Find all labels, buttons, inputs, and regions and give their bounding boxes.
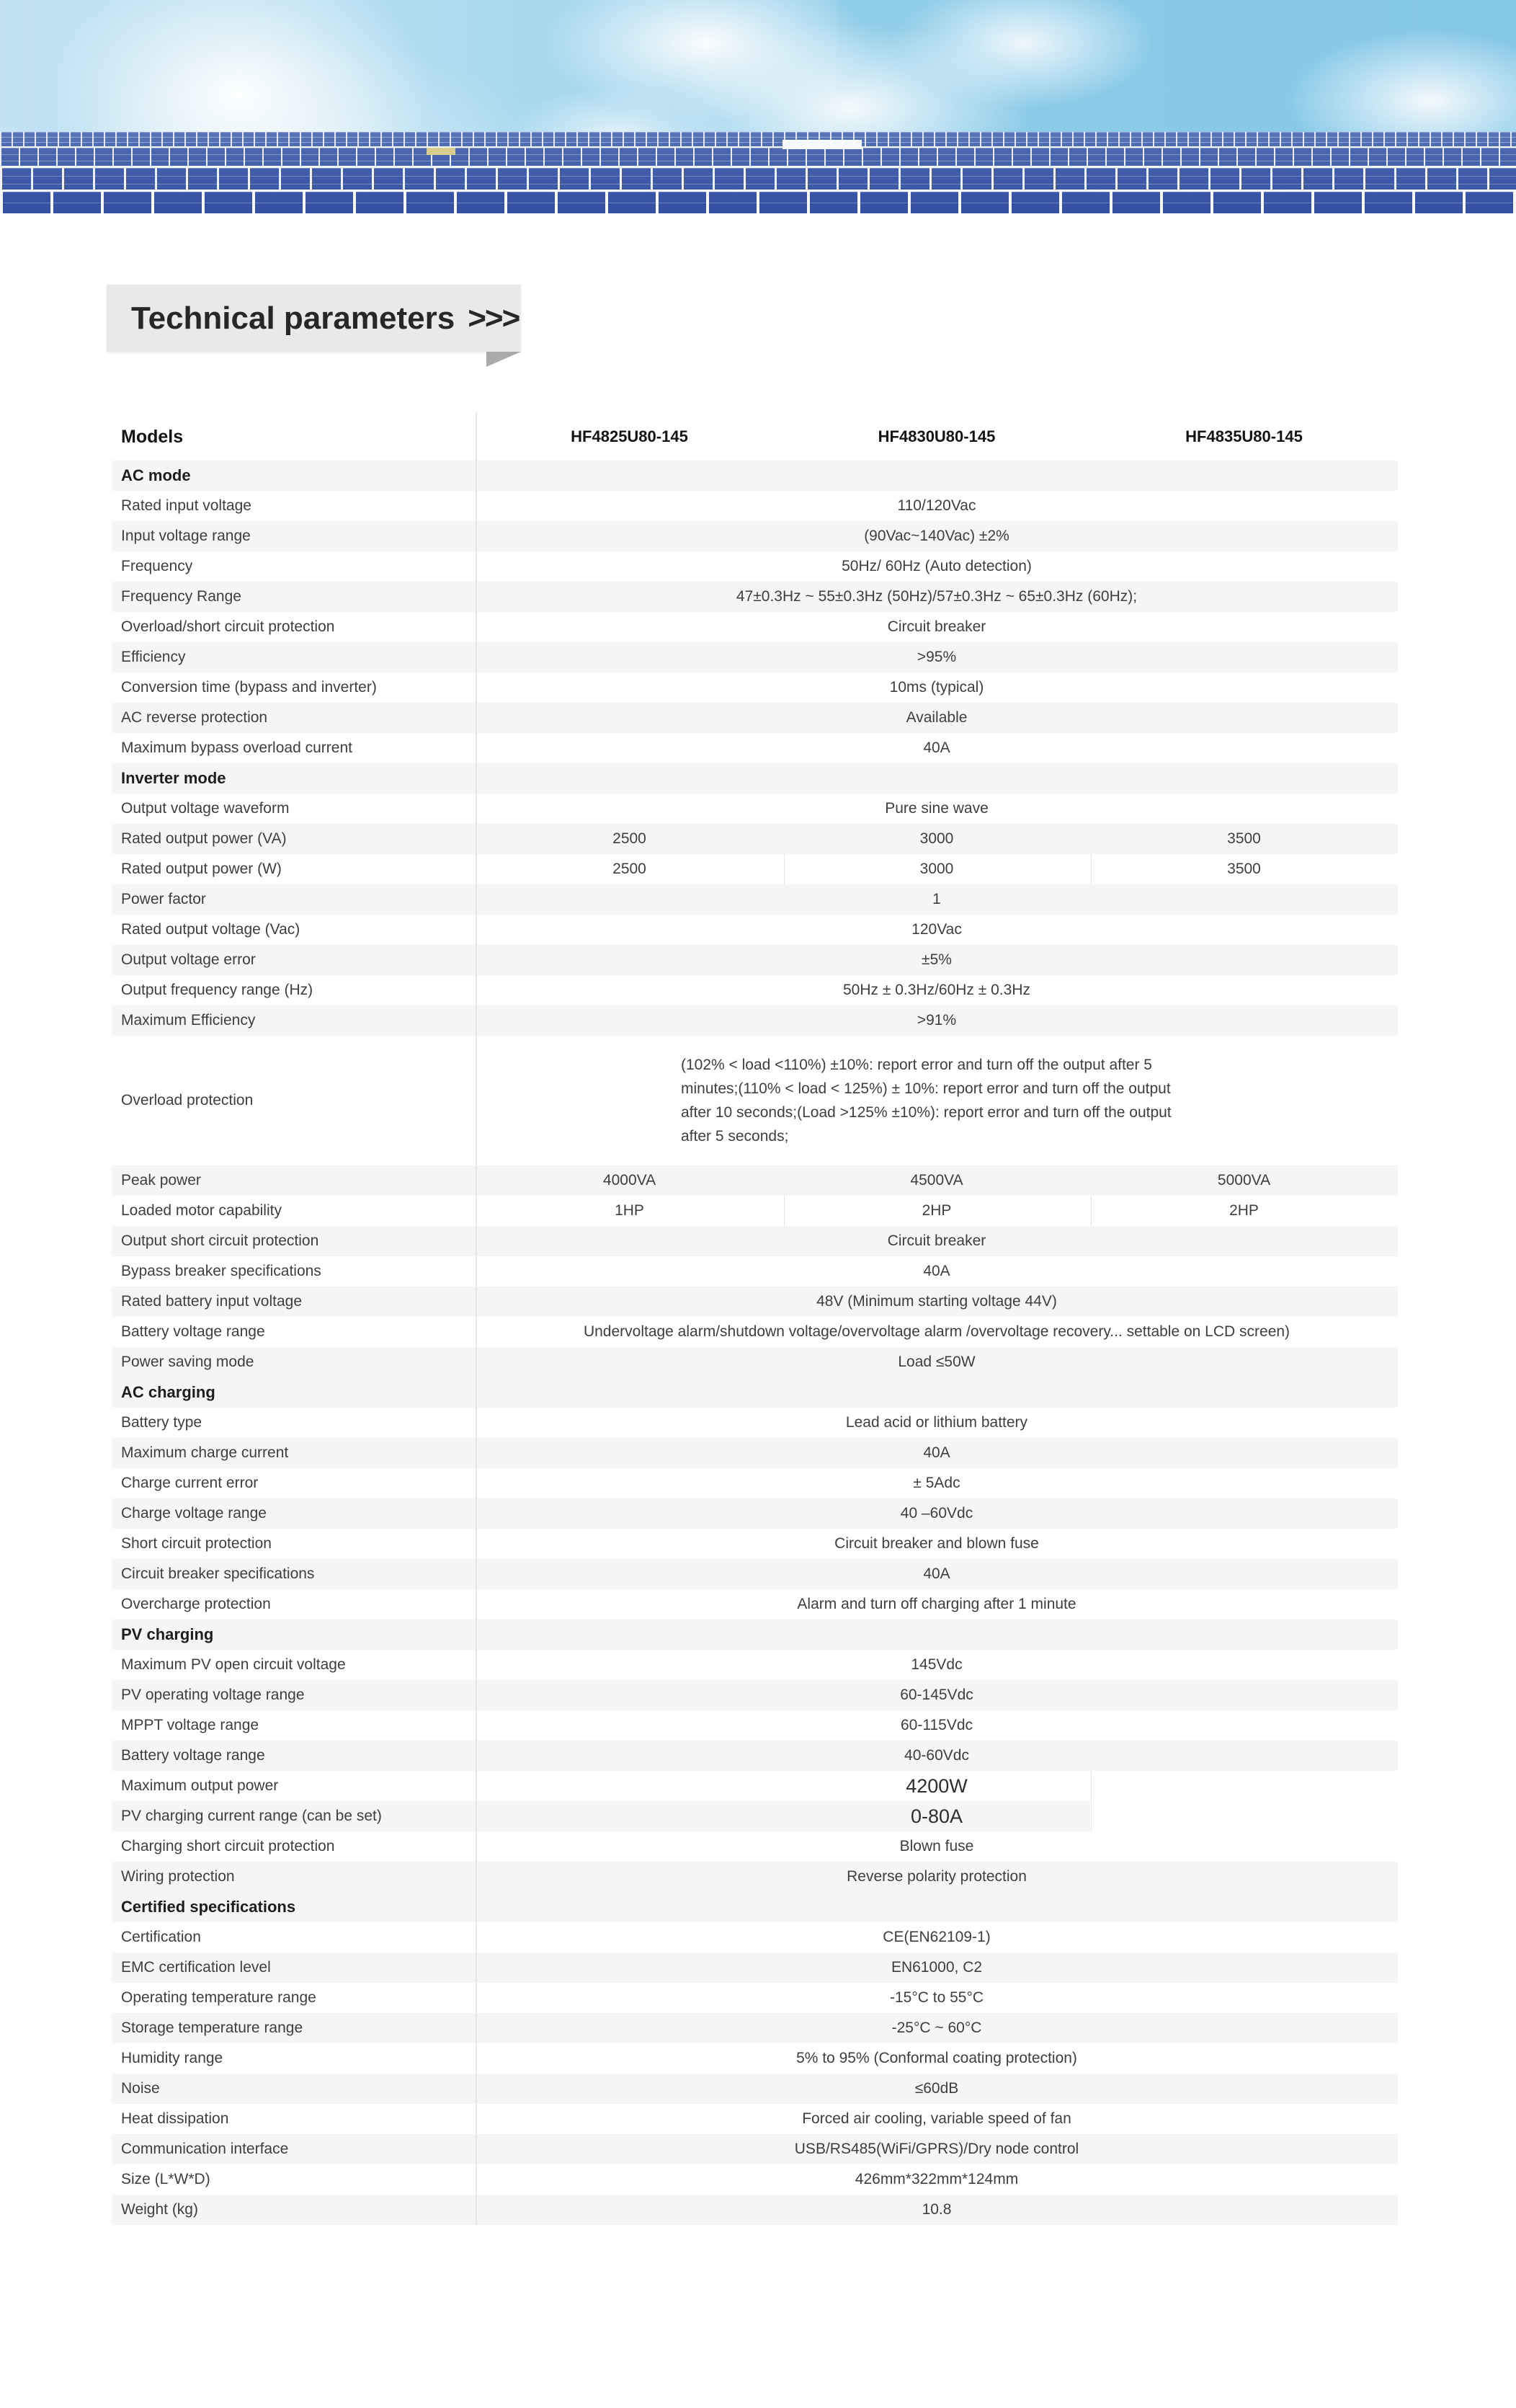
spec-value: 426mm*322mm*124mm [855, 2171, 1019, 2187]
spec-row [112, 1710, 1398, 1741]
spec-label: Output short circuit protection [121, 1232, 319, 1249]
spec-value: Circuit breaker [887, 1232, 986, 1249]
spec-value: 1HP [615, 1202, 644, 1219]
spec-row [112, 491, 1398, 521]
spec-row [112, 915, 1398, 945]
solar-field-banner-image [0, 0, 1516, 213]
spec-label: Efficiency [121, 649, 186, 665]
spec-value: 40-60Vdc [904, 1747, 969, 1764]
spec-value: Available [906, 709, 968, 726]
chevron-arrows-icon: >>> [468, 300, 520, 336]
spec-row [112, 975, 1398, 1005]
spec-value: 3500 [1227, 861, 1261, 877]
spec-label: Power factor [121, 891, 206, 907]
spec-label: Maximum charge current [121, 1444, 289, 1461]
spec-value: 40A [923, 1565, 950, 1582]
spec-value: 47±0.3Hz ~ 55±0.3Hz (50Hz)/57±0.3Hz ~ 65±0.3Hz (60Hz); [736, 588, 1138, 605]
model-name: HF4830U80-145 [878, 427, 996, 445]
spec-row [112, 1226, 1398, 1256]
spec-value: ± 5Adc [913, 1475, 960, 1491]
spec-table [112, 413, 1398, 2225]
spec-value: (90Vac~140Vac) ±2% [864, 528, 1009, 544]
spec-row [112, 733, 1398, 763]
spec-value: 2500 [612, 861, 646, 877]
spec-label: Maximum bypass overload current [121, 739, 352, 756]
table-header-row [112, 413, 1398, 461]
spec-value: 50Hz/ 60Hz (Auto detection) [842, 558, 1032, 574]
spec-value: 60-115Vdc [900, 1717, 973, 1733]
spec-row [112, 1287, 1398, 1317]
spec-value: ≤60dB [914, 2080, 959, 2097]
spec-value: 50Hz ± 0.3Hz/60Hz ± 0.3Hz [843, 982, 1030, 998]
spec-label: Overcharge protection [121, 1596, 271, 1612]
spec-row [112, 1589, 1398, 1620]
section-title: AC mode [121, 466, 191, 484]
spec-value: 40A [923, 1444, 950, 1461]
spec-row [112, 1347, 1398, 1377]
section-row [112, 1377, 1398, 1408]
spec-value: 4000VA [602, 1172, 656, 1189]
spec-value: 40A [923, 1263, 950, 1279]
spec-value: 48V (Minimum starting voltage 44V) [816, 1293, 1057, 1310]
spec-value: (102% < load <110%) ±10%: report error and turn off the output after 5 minutes;(110% < load < 125%) ± 10%: report error and turn off the output after 10 seconds;(Load >125% ±10%): report error and turn off the output after 5 seconds; [681, 1057, 1172, 1145]
spec-row [112, 672, 1398, 703]
spec-label: Input voltage range [121, 528, 251, 544]
spec-row [112, 521, 1398, 551]
section-row-bg [112, 1620, 1398, 1650]
ribbon-fold-corner [486, 352, 521, 367]
spec-label: Noise [121, 2080, 160, 2097]
spec-value: 40A [923, 739, 950, 756]
spec-label: Storage temperature range [121, 2020, 303, 2036]
spec-label: AC reverse protection [121, 709, 268, 726]
model-name: HF4825U80-145 [571, 427, 688, 445]
spec-value: -15°C to 55°C [889, 1989, 984, 2006]
spec-value: 2HP [1229, 1202, 1259, 1219]
spec-label: Rated output voltage (Vac) [121, 921, 300, 938]
spec-row [112, 1862, 1398, 1892]
spec-row [112, 824, 1398, 854]
spec-label: Rated battery input voltage [121, 1293, 302, 1310]
spec-label: Maximum Efficiency [121, 1012, 256, 1028]
section-title: Certified specifications [121, 1898, 296, 1916]
spec-value: EN61000, C2 [891, 1959, 983, 1976]
spec-value: Reverse polarity protection [847, 1868, 1027, 1885]
panel-yellow-patch [427, 148, 455, 155]
section-row [112, 1892, 1398, 1922]
spec-value: 145Vdc [911, 1656, 963, 1673]
spec-row [112, 854, 1398, 884]
panel-row-mid-far [0, 146, 1516, 166]
spec-value: 10ms (typical) [889, 679, 984, 696]
spec-value: Lead acid or lithium battery [845, 1414, 1028, 1431]
spec-label: Power saving mode [121, 1354, 254, 1370]
spec-row [112, 1983, 1398, 2013]
spec-value: -25°C ~ 60°C [891, 2020, 982, 2036]
model-name: HF4835U80-145 [1185, 427, 1303, 445]
panel-white-patch [782, 140, 862, 149]
spec-value: Forced air cooling, variable speed of fan [802, 2110, 1071, 2127]
spec-label: Charge voltage range [121, 1505, 267, 1521]
spec-value: 2HP [922, 1202, 952, 1219]
spec-label: Output voltage waveform [121, 800, 290, 817]
spec-value: 3000 [919, 861, 954, 877]
spec-value: 2500 [612, 830, 646, 847]
spec-row [112, 1741, 1398, 1771]
spec-value: Circuit breaker and blown fuse [834, 1535, 1039, 1552]
spec-value: 60-145Vdc [900, 1687, 973, 1703]
first-column-divider [476, 413, 477, 2225]
spec-label: Certification [121, 1929, 201, 1945]
spec-label: Operating temperature range [121, 1989, 316, 2006]
column-divider-line [1091, 1771, 1092, 1801]
spec-row [112, 1196, 1398, 1226]
spec-label: Battery voltage range [121, 1747, 265, 1764]
spec-row [112, 1650, 1398, 1680]
spec-row [112, 1468, 1398, 1498]
spec-label: EMC certification level [121, 1959, 271, 1976]
spec-row [112, 884, 1398, 915]
spec-value: 3000 [919, 830, 954, 847]
panel-row-far [0, 132, 1516, 146]
spec-label: Charge current error [121, 1475, 259, 1491]
spec-value: 1 [932, 891, 941, 907]
spec-row [112, 1005, 1398, 1036]
spec-value: Load ≤50W [898, 1354, 976, 1370]
spec-row [112, 612, 1398, 642]
spec-row [112, 2195, 1398, 2225]
spec-label: Battery voltage range [121, 1323, 265, 1340]
page-title: Technical parameters [131, 300, 455, 336]
spec-value: 10.8 [922, 2201, 952, 2218]
spec-label: Overload protection [121, 1092, 254, 1109]
spec-row [112, 703, 1398, 733]
spec-label: Rated output power (VA) [121, 830, 287, 847]
spec-row [112, 1438, 1398, 1468]
spec-label: PV charging current range (can be set) [121, 1808, 382, 1824]
spec-label: Overload/short circuit protection [121, 618, 335, 635]
section-row-bg [112, 763, 1398, 794]
spec-value: Pure sine wave [885, 800, 989, 817]
spec-row [112, 2043, 1398, 2074]
spec-label: Maximum PV open circuit voltage [121, 1656, 346, 1673]
spec-row [112, 1922, 1398, 1952]
spec-label: Battery type [121, 1414, 202, 1431]
spec-label: Frequency [121, 558, 193, 574]
spec-value: 40 –60Vdc [900, 1505, 973, 1521]
spec-label: MPPT voltage range [121, 1717, 259, 1733]
spec-value: 4200W [906, 1774, 968, 1797]
spec-label: Output frequency range (Hz) [121, 982, 313, 998]
spec-label: Rated input voltage [121, 497, 251, 514]
solar-panel-field [0, 132, 1516, 213]
panel-row-near [0, 190, 1516, 213]
spec-row [112, 945, 1398, 975]
spec-value: >91% [917, 1012, 957, 1028]
spec-row [112, 1165, 1398, 1196]
spec-value: Circuit breaker [887, 618, 986, 635]
spec-value: 4500VA [910, 1172, 963, 1189]
spec-value: 3500 [1227, 830, 1261, 847]
spec-row [112, 642, 1398, 672]
spec-label: Communication interface [121, 2141, 289, 2157]
spec-label: Size (L*W*D) [121, 2171, 210, 2187]
section-row [112, 461, 1398, 491]
spec-row [112, 1529, 1398, 1559]
spec-label: Conversion time (bypass and inverter) [121, 679, 377, 696]
spec-row [112, 1771, 1398, 1801]
spec-label: Circuit breaker specifications [121, 1565, 315, 1582]
spec-row [112, 1559, 1398, 1589]
models-column-header: Models [121, 426, 184, 447]
spec-row [112, 2134, 1398, 2164]
spec-row [112, 2104, 1398, 2134]
spec-label: Frequency Range [121, 588, 241, 605]
spec-row [112, 582, 1398, 612]
section-title: AC charging [121, 1383, 215, 1401]
panel-row-mid-near [0, 166, 1516, 190]
spec-label: Peak power [121, 1172, 201, 1189]
spec-row [112, 1831, 1398, 1862]
spec-label: Wiring protection [121, 1868, 235, 1885]
section-row [112, 763, 1398, 794]
spec-value: 120Vac [911, 921, 962, 938]
section-title: PV charging [121, 1625, 214, 1643]
section-title: Inverter mode [121, 769, 226, 787]
spec-value: 0-80A [910, 1805, 963, 1827]
spec-row [112, 1952, 1398, 1983]
spec-row [112, 1680, 1398, 1710]
spec-label: Heat dissipation [121, 2110, 229, 2127]
spec-label: Rated output power (W) [121, 861, 282, 877]
spec-label: Bypass breaker specifications [121, 1263, 321, 1279]
spec-row [112, 1408, 1398, 1438]
spec-value: 110/120Vac [897, 497, 976, 514]
column-divider-line [1091, 1801, 1092, 1831]
spec-value: CE(EN62109-1) [883, 1929, 991, 1945]
spec-value: Blown fuse [899, 1838, 974, 1854]
spec-row [112, 1801, 1398, 1831]
spec-value: ±5% [922, 951, 952, 968]
spec-row [112, 2164, 1398, 2195]
spec-row [112, 794, 1398, 824]
spec-row [112, 2013, 1398, 2043]
spec-row [112, 1256, 1398, 1287]
spec-row [112, 551, 1398, 582]
spec-value: 5000VA [1217, 1172, 1271, 1189]
spec-value: USB/RS485(WiFi/GPRS)/Dry node control [794, 2141, 1079, 2157]
spec-label: Loaded motor capability [121, 1202, 282, 1219]
spec-value: 5% to 95% (Conformal coating protection) [796, 2050, 1077, 2066]
section-row-bg [112, 1377, 1398, 1408]
spec-label: Short circuit protection [121, 1535, 272, 1552]
spec-label: PV operating voltage range [121, 1687, 305, 1703]
spec-row [112, 1317, 1398, 1347]
spec-value: Alarm and turn off charging after 1 minute [797, 1596, 1076, 1612]
spec-value: >95% [917, 649, 957, 665]
section-row [112, 1620, 1398, 1650]
section-row-bg [112, 1892, 1398, 1922]
spec-label: Weight (kg) [121, 2201, 198, 2218]
section-heading-ribbon [107, 285, 521, 352]
spec-value: Undervoltage alarm/shutdown voltage/overvoltage alarm /overvoltage recovery... settable on LCD screen) [583, 1323, 1290, 1340]
spec-label: Humidity range [121, 2050, 223, 2066]
section-row-bg [112, 461, 1398, 491]
spec-row [112, 1036, 1398, 1165]
spec-label: Charging short circuit protection [121, 1838, 335, 1854]
spec-label: Output voltage error [121, 951, 256, 968]
spec-label: Maximum output power [121, 1777, 279, 1794]
spec-row [112, 1498, 1398, 1529]
spec-row [112, 2074, 1398, 2104]
